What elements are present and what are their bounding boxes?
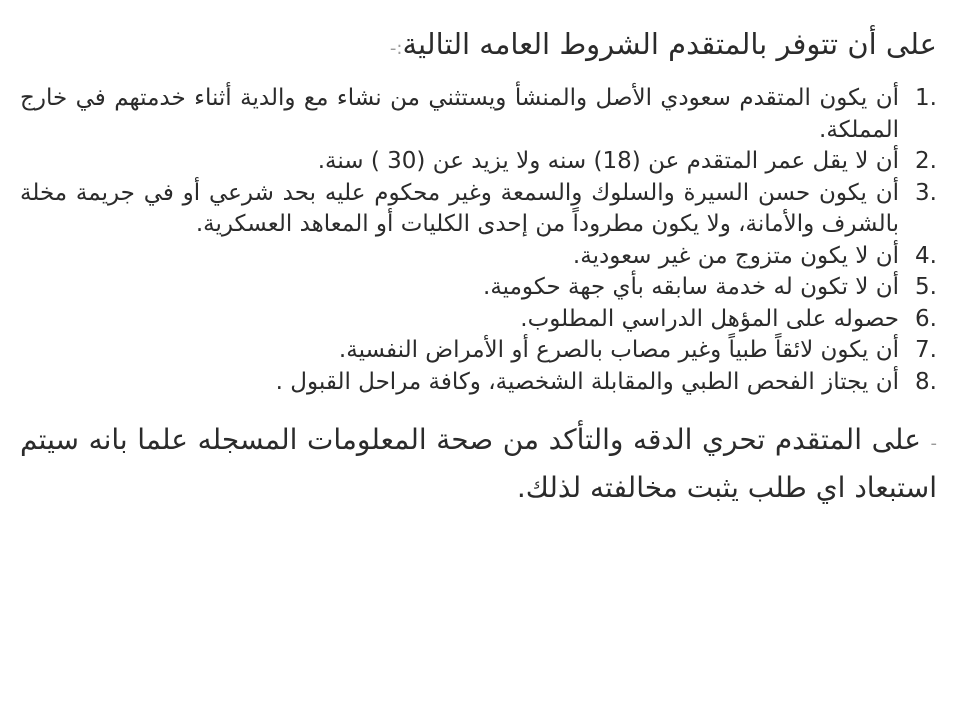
condition-number: 3.	[915, 179, 937, 206]
heading-text: على أن تتوفر بالمتقدم الشروط العامه التالية	[402, 27, 937, 61]
condition-text: حصوله على المؤهل الدراسي المطلوب.	[520, 305, 899, 332]
condition-item-2	[20, 146, 937, 178]
condition-number: 1.	[915, 85, 937, 111]
condition-text: أن يكون المتقدم سعودي الأصل والمنشأ ويستثني من نشاء مع والدية أثناء خدمتهم في خارج المملكة.	[20, 85, 899, 143]
note-text: على المتقدم تحري الدقه والتأكد من صحة المعلومات المسجله علما بانه سيتم استبعاد اي طلب يثبت مخالفته لذلك.	[20, 423, 937, 504]
condition-number: 4.	[915, 242, 937, 269]
condition-item-5	[20, 272, 937, 304]
conditions-list	[20, 83, 937, 398]
condition-text: أن يجتاز الفحص الطبي والمقابلة الشخصية، وكافة مراحل القبول .	[275, 368, 899, 395]
condition-text: أن لا يقل عمر المتقدم عن (18) سنه ولا يزيد عن (30 ) سنة.	[317, 148, 899, 174]
condition-text: أن لا تكون له خدمة سابقه بأي جهة حكومية.	[483, 274, 899, 300]
condition-item-4	[20, 241, 937, 273]
condition-number: 2.	[915, 148, 937, 174]
heading-mark: :-	[389, 38, 403, 59]
condition-text: أن لا يكون متزوج من غير سعودية.	[572, 242, 899, 269]
condition-item-3	[20, 178, 937, 241]
condition-text: أن يكون حسن السيرة والسلوك والسمعة وغير محكوم عليه بحد شرعي أو في جريمة مخلة بالشرف والأمانة، ولا يكون مطروداً من إحدى الكليات أو المعاهد العسكرية.	[20, 179, 899, 237]
verification-note	[20, 418, 937, 510]
condition-number: 7.	[915, 337, 937, 363]
condition-item-8	[20, 367, 937, 399]
note-mark: -	[930, 433, 937, 454]
condition-item-1	[20, 83, 937, 146]
condition-number: 5.	[915, 274, 937, 300]
condition-number: 6.	[915, 305, 937, 332]
condition-text: أن يكون لائقاً طبياً وغير مصاب بالصرع أو الأمراض النفسية.	[338, 337, 899, 363]
condition-item-7	[20, 335, 937, 367]
conditions-heading	[20, 24, 937, 69]
condition-number: 8.	[915, 368, 937, 395]
condition-item-6	[20, 304, 937, 336]
